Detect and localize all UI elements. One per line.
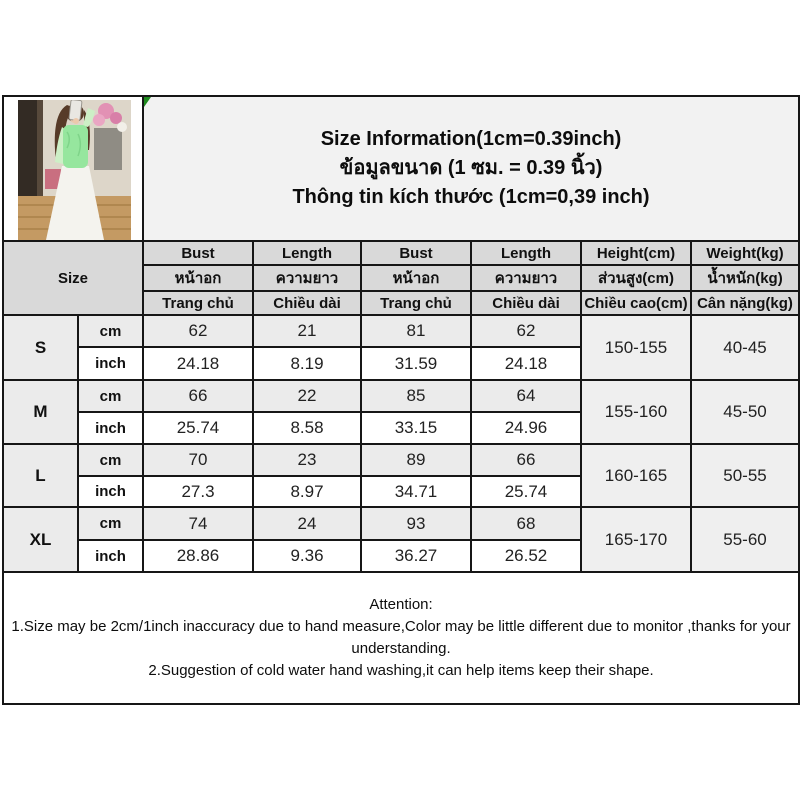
- height-range-xl: 165-170: [581, 507, 691, 572]
- product-photo-cell: [3, 96, 143, 241]
- height-range-s: 150-155: [581, 315, 691, 380]
- value-cell: 85: [361, 380, 471, 412]
- value-cell: 8.19: [253, 347, 361, 380]
- header-en-weight: Weight(kg): [691, 241, 799, 265]
- cell-error-marker-icon: [144, 97, 151, 107]
- title-line-en: Size Information(1cm=0.39inch): [320, 128, 622, 150]
- value-cell: 70: [143, 444, 253, 476]
- value-cell: 24.18: [471, 347, 581, 380]
- header-vi-weight: Cân nặng(kg): [691, 291, 799, 315]
- header-en-length-1: Length: [253, 241, 361, 265]
- value-cell: 25.74: [143, 412, 253, 444]
- unit-inch: inch: [78, 412, 143, 444]
- value-cell: 8.58: [253, 412, 361, 444]
- title-cell: [143, 96, 799, 241]
- value-cell: 64: [471, 380, 581, 412]
- title-line-vi: Thông tin kích thước (1cm=0,39 inch): [292, 186, 650, 208]
- size-label-xl: XL: [3, 507, 78, 572]
- header-vi-bust-1: Trang chủ: [143, 291, 253, 315]
- value-cell: 8.97: [253, 476, 361, 507]
- size-chart-sheet: [2, 95, 798, 705]
- unit-inch: inch: [78, 347, 143, 380]
- unit-cm: cm: [78, 380, 143, 412]
- weight-range-m: 45-50: [691, 380, 799, 444]
- header-vi-length-2: Chiều dài: [471, 291, 581, 315]
- size-corner-label: Size: [3, 241, 143, 315]
- value-cell: 81: [361, 315, 471, 347]
- size-label-s: S: [3, 315, 78, 380]
- header-vi-height: Chiều cao(cm): [581, 291, 691, 315]
- header-th-weight: น้ำหนัก(kg): [691, 265, 799, 291]
- value-cell: 28.86: [143, 540, 253, 572]
- value-cell: 26.52: [471, 540, 581, 572]
- unit-inch: inch: [78, 476, 143, 507]
- value-cell: 62: [143, 315, 253, 347]
- value-cell: 23: [253, 444, 361, 476]
- value-cell: 9.36: [253, 540, 361, 572]
- header-th-height: ส่วนสูง(cm): [581, 265, 691, 291]
- value-cell: 89: [361, 444, 471, 476]
- value-cell: 22: [253, 380, 361, 412]
- size-label-l: L: [3, 444, 78, 507]
- header-en-bust-1: Bust: [143, 241, 253, 265]
- value-cell: 66: [471, 444, 581, 476]
- height-range-l: 160-165: [581, 444, 691, 507]
- weight-range-s: 40-45: [691, 315, 799, 380]
- height-range-m: 155-160: [581, 380, 691, 444]
- value-cell: 24: [253, 507, 361, 540]
- header-en-length-2: Length: [471, 241, 581, 265]
- header-vi-bust-2: Trang chủ: [361, 291, 471, 315]
- weight-range-xl: 55-60: [691, 507, 799, 572]
- header-vi-length-1: Chiều dài: [253, 291, 361, 315]
- value-cell: 25.74: [471, 476, 581, 507]
- value-cell: 27.3: [143, 476, 253, 507]
- header-th-bust-2: หน้าอก: [361, 265, 471, 291]
- value-cell: 21: [253, 315, 361, 347]
- value-cell: 66: [143, 380, 253, 412]
- value-cell: 93: [361, 507, 471, 540]
- attention-heading: Attention:: [369, 596, 433, 613]
- header-th-length-2: ความยาว: [471, 265, 581, 291]
- value-cell: 62: [471, 315, 581, 347]
- header-en-bust-2: Bust: [361, 241, 471, 265]
- unit-inch: inch: [78, 540, 143, 572]
- attention-note-1: 1.Size may be 2cm/1inch inaccuracy due to hand measure,Color may be little different due to monitor ,thanks for your understanding.: [11, 618, 791, 657]
- unit-cm: cm: [78, 315, 143, 347]
- attention-note-2: 2.Suggestion of cold water hand washing,it can help items keep their shape.: [148, 662, 654, 679]
- value-cell: 24.96: [471, 412, 581, 444]
- value-cell: 24.18: [143, 347, 253, 380]
- value-cell: 34.71: [361, 476, 471, 507]
- unit-cm: cm: [78, 444, 143, 476]
- value-cell: 36.27: [361, 540, 471, 572]
- value-cell: 74: [143, 507, 253, 540]
- header-th-bust-1: หน้าอก: [143, 265, 253, 291]
- header-en-height: Height(cm): [581, 241, 691, 265]
- value-cell: 31.59: [361, 347, 471, 380]
- title-line-th: ข้อมูลขนาด (1 ซม. = 0.39 นิ้ว): [339, 157, 603, 179]
- product-photo: [18, 100, 131, 240]
- size-label-m: M: [3, 380, 78, 444]
- unit-cm: cm: [78, 507, 143, 540]
- header-th-length-1: ความยาว: [253, 265, 361, 291]
- attention-cell: [3, 572, 799, 704]
- size-table: [2, 95, 800, 705]
- value-cell: 68: [471, 507, 581, 540]
- weight-range-l: 50-55: [691, 444, 799, 507]
- value-cell: 33.15: [361, 412, 471, 444]
